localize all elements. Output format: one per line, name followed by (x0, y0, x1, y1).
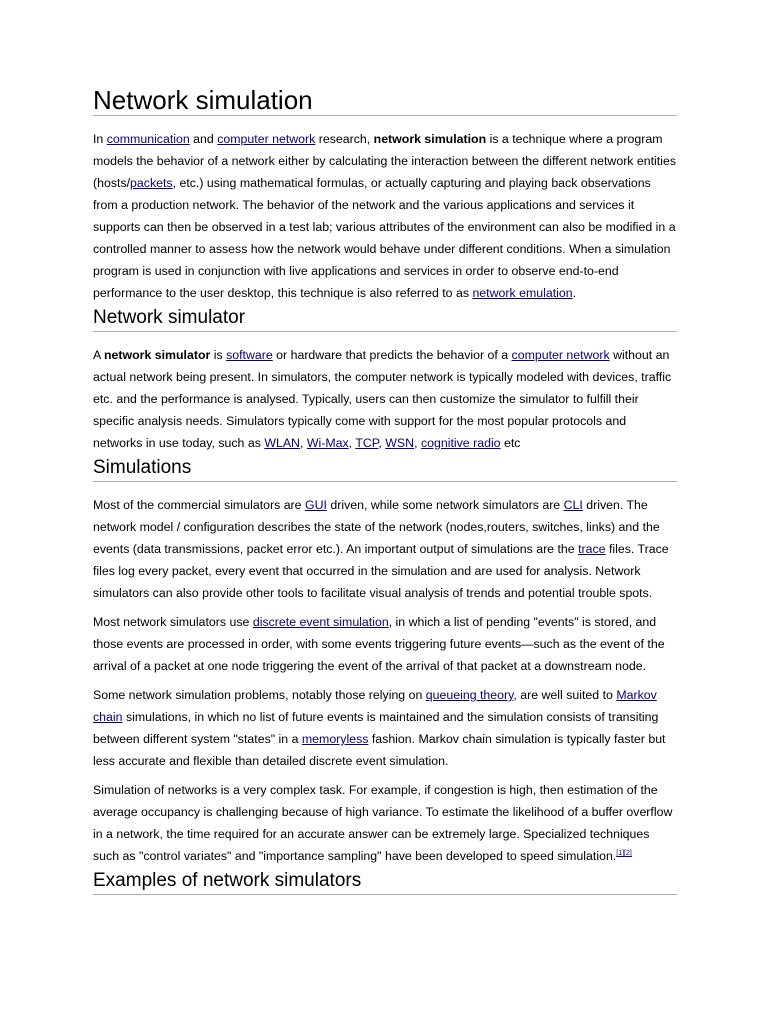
body-text: , are well suited to (513, 688, 617, 702)
link-discrete-event-simulation[interactable]: discrete event simulation (252, 615, 389, 629)
body-text: Some network simulation problems, notably those relying on (93, 688, 426, 702)
reference-markers (616, 850, 632, 857)
intro-text: and (189, 132, 218, 146)
intro-text: , etc.) using mathematical formulas, or actually capturing and playing back observations from a production network. The behavior of the network and the various applications and services it supports can then be observed in a test lab; various attributes of the environment can also be modified in a controlled manner to assess how the network would behave under different conditions. When a simulation program is used in conjunction with live applications and services in order to observe end-to-end performance to the user desktop, this technique is also referred to as (93, 176, 676, 300)
separator: , (378, 436, 386, 450)
link-trace[interactable]: trace (578, 542, 606, 556)
link-markov-chain[interactable]: Markov chain (93, 688, 657, 724)
link-wimax[interactable]: Wi-Max (306, 436, 349, 450)
page-title: Network simulation (93, 82, 677, 116)
section-heading-network-simulator: Network simulator (93, 307, 677, 332)
separator: , (299, 436, 307, 450)
intro-paragraph (93, 128, 677, 304)
link-wlan[interactable]: WLAN (264, 436, 300, 450)
section-heading-simulations: Simulations (93, 457, 677, 482)
link-tcp[interactable]: TCP (355, 436, 379, 450)
link-software[interactable]: software (226, 348, 273, 362)
intro-text: is a technique where a program models the behavior of a network either by calculating the interaction between the different network entities (hosts/ (93, 132, 677, 190)
link-queueing-theory[interactable]: queueing theory (425, 688, 514, 702)
body-text: etc (500, 436, 521, 450)
body-text: A (93, 348, 104, 362)
body-text: Simulation of networks is a very complex task. For example, if congestion is high, then estimation of the average occupancy is challenging because of high variance. To estimate the likelihood of a buffer overflow in a network, the time required for an accurate answer can be extremely large. Specialized techniques such as "control variates" and "importance sampling" have been developed to speed simulation. (93, 783, 673, 863)
bold-term: network simulator (103, 348, 211, 362)
intro-text: research, (315, 132, 374, 146)
reference-link-1[interactable]: [1] (616, 850, 625, 857)
separator: , (348, 436, 356, 450)
intro-text: . (572, 286, 577, 300)
body-text: without an actual network being present. In simulators, the computer network is typically modeled with devices, traffic etc. and the performance is analysed. Typically, users can then customize the simulator to fulfill their specific analysis needs. Simulators typically come with support for the most popular protocols and networks in use today, such as (93, 348, 672, 450)
simulations-paragraph-3 (93, 684, 677, 772)
bold-term: network simulation (373, 132, 487, 146)
link-computer-network[interactable]: computer network (511, 348, 610, 362)
body-text: fashion. Markov chain simulation is typically faster but less accurate and flexible than detailed discrete event simulation. (93, 732, 666, 768)
reference-link-2[interactable]: [2] (624, 850, 632, 857)
body-text: Most network simulators use (93, 615, 253, 629)
link-computer-network[interactable]: computer network (217, 132, 316, 146)
body-text: or hardware that predicts the behavior of a (272, 348, 512, 362)
simulations-paragraph-2 (93, 611, 677, 677)
separator: , (414, 436, 421, 450)
simulations-paragraph-1 (93, 494, 677, 604)
article (93, 82, 677, 895)
body-text: driven, while some network simulators are (326, 498, 564, 512)
body-text: simulations, in which no list of future events is maintained and the simulation consists of transiting between different system "states" in a (93, 710, 659, 746)
link-wsn[interactable]: WSN (385, 436, 415, 450)
simulations-paragraph-4 (93, 779, 677, 867)
link-network-emulation[interactable]: network emulation (472, 286, 573, 300)
link-packets[interactable]: packets (130, 176, 173, 190)
link-cli[interactable]: CLI (563, 498, 583, 512)
simulator-paragraph (93, 344, 677, 454)
link-cognitive-radio[interactable]: cognitive radio (420, 436, 501, 450)
section-heading-examples: Examples of network simulators (93, 870, 677, 895)
link-memoryless[interactable]: memoryless (301, 732, 369, 746)
body-text: files. Trace files log every packet, every event that occurred in the simulation and are used for analysis. Network simulators can also provide other tools to facilitate visual analysis of trends and potential trouble spots. (93, 542, 669, 600)
body-text: , in which a list of pending "events" is stored, and those events are processed in order, with some events triggering future events—such as the event of the arrival of a packet at one node triggering the event of the arrival of that packet at a downstream node. (93, 615, 665, 673)
link-gui[interactable]: GUI (304, 498, 327, 512)
body-text: is (210, 348, 227, 362)
body-text: driven. The network model / configuration describes the state of the network (nodes,routers, switches, links) and the events (data transmissions, packet error etc.). An important output of simulations are the (93, 498, 660, 556)
link-communication[interactable]: communication (106, 132, 190, 146)
intro-text: In (93, 132, 107, 146)
body-text: Most of the commercial simulators are (93, 498, 305, 512)
